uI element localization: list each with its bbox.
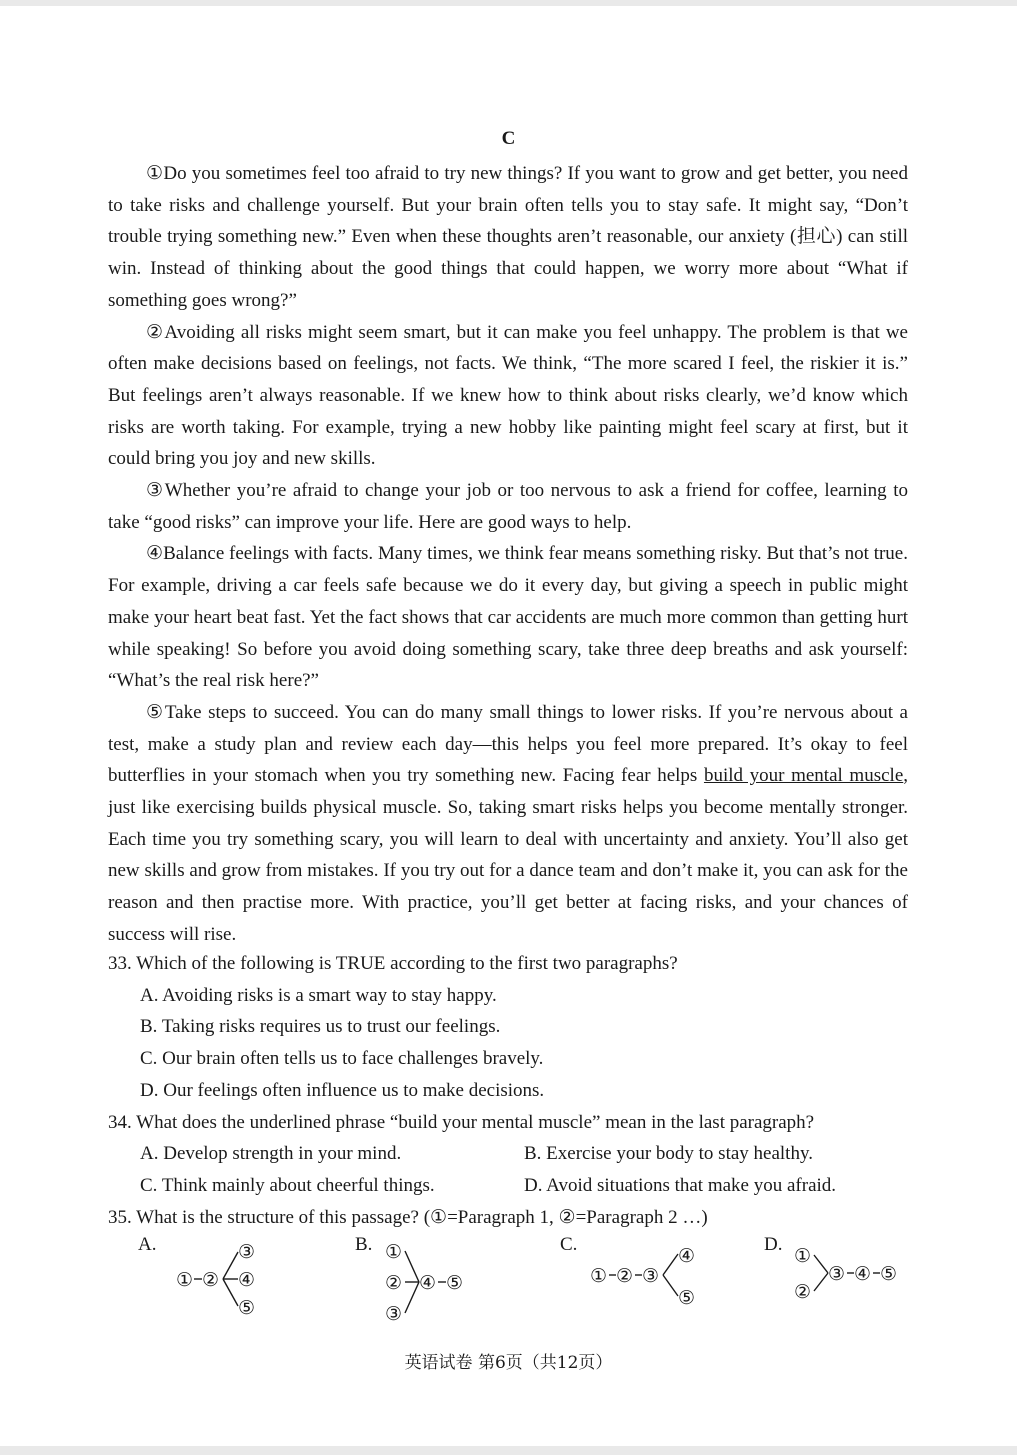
q34-option-d: D. Avoid situations that make you afraid. [524,1174,837,1196]
d-node-4: ④ [854,1263,872,1285]
page-footer: 英语试卷 第6页（共12页） [404,1353,613,1373]
d-merge-down [814,1273,828,1291]
b-merge-up [405,1251,419,1282]
option-a-label: A. [138,1234,157,1255]
questions [108,948,908,1233]
c-node-4: ④ [678,1245,696,1267]
q34-option-b: B. Exercise your body to stay healthy. [524,1143,813,1165]
q33-option-c: C. Our brain often tells us to face challenges bravely. [140,1048,544,1070]
question-34-stem: 34. What does the underlined phrase “build your mental muscle” mean in the last paragraph? [108,1111,815,1133]
q33-option-a: A. Avoiding risks is a smart way to stay happy. [140,984,497,1006]
underlined-phrase: build your mental muscle [703,765,904,787]
a-node-1: ① [176,1269,194,1291]
b-merge-down [405,1282,419,1313]
paragraph-5 [108,697,908,951]
section-title: C [501,128,516,149]
d-node-3: ③ [828,1263,846,1285]
a-branch-down [223,1279,238,1306]
q34-option-a: A. Develop strength in your mind. [140,1143,402,1165]
option-b-diagram [355,1234,485,1326]
b-node-2: ② [385,1272,403,1294]
b-node-1: ① [385,1241,403,1263]
question-35-stem: 35. What is the structure of this passage? (①=Paragraph 1, ②=Paragraph 2 …) [108,1206,708,1228]
b-node-4: ④ [419,1272,437,1294]
b-node-3: ③ [385,1303,403,1325]
a-node-4: ④ [238,1269,256,1291]
option-b-label: B. [355,1234,373,1255]
option-c-label: C. [560,1234,578,1255]
q33-option-d: D. Our feelings often influence us to make decisions. [140,1079,545,1101]
structure-diagrams [130,1234,930,1326]
q33-option-b: B. Taking risks requires us to trust our feelings. [140,1016,501,1038]
b-node-5: ⑤ [446,1272,464,1294]
d-merge-up [814,1255,828,1273]
d-node-1: ① [794,1245,812,1267]
exam-page [0,6,1017,1446]
option-c-diagram [560,1234,720,1326]
reading-passage [108,158,908,951]
a-node-5: ⑤ [238,1297,256,1319]
c-branch-down [663,1275,678,1296]
c-node-1: ① [590,1265,608,1287]
c-node-5: ⑤ [678,1287,696,1309]
c-branch-up [663,1254,678,1275]
question-33-stem: 33. Which of the following is TRUE according to the first two paragraphs? [108,953,678,974]
a-branch-up [223,1252,238,1279]
option-d-diagram [764,1234,924,1326]
a-node-3: ③ [238,1241,256,1263]
paragraph-3: ③Whether you’re afraid to change your job or too nervous to ask a friend for coffee, learning to take “good risks” can improve your life. Here are good ways to help. [108,480,908,533]
paragraph-2: ②Avoiding all risks might seem smart, but it can make you feel unhappy. The problem is that we often make decisions based on feelings, not facts. We think, “The more scared I feel, the riskier it is.” But feelings aren’t always reasonable. If we knew how to think about risks clearly, we’d know which risks are worth taking. For example, trying a new hobby like painting might feel scary at first, but it could bring you joy and new skills. [108,321,908,470]
paragraph-1: ①Do you sometimes feel too afraid to try new things? If you want to grow and get better, you need to take risks and challenge yourself. But your brain often tells you to stay safe. It might say, “Don’t trouble trying something new.” Even when these thoughts aren’t reasonable, our anxiety (担心) can still win. Instead of thinking about the good things that could happen, we worry more about “What if something goes wrong?” [108,163,908,311]
paragraph-5-before: ⑤Take steps to succeed. You can do many small things to lower risks. If you’re nervous about a test, make a study plan and review each day—this helps you feel more prepared. It’s okay to feel butterflies in your stomach when you try something new. Facing fear helps [108,701,908,787]
paragraph-4: ④Balance feelings with facts. Many times, we think fear means something risky. But that’s not true. For example, driving a car feels safe because we do it every day, but giving a speech in public might make your heart beat fast. Yet the fact shows that car accidents are much more common than getting hurt while speaking! So before you avoid doing something scary, take three deep breaths and ask yourself: “What’s the real risk here?” [108,543,908,692]
q34-options-row-2 [108,1170,908,1202]
c-node-3: ③ [642,1265,660,1287]
d-node-2: ② [794,1281,812,1303]
d-node-5: ⑤ [880,1263,898,1285]
q34-option-c: C. Think mainly about cheerful things. [140,1174,435,1196]
option-d-label: D. [764,1234,783,1255]
paragraph-5-after: , just like exercising builds physical muscle. So, taking smart risks helps you become mentally stronger. Each time you try something scary, you will learn to deal with uncertainty and anxiety. You’ll also get new skills and grow from mistakes. If you try out for a dance team and don’t make it, you can ask for the reason and then practise more. With practice, you’ll get better at facing risks, and your chances of success will rise. [108,765,908,945]
option-a-diagram [138,1234,268,1326]
a-node-2: ② [202,1269,220,1291]
q34-options-row-1 [108,1138,908,1170]
c-node-2: ② [616,1265,634,1287]
